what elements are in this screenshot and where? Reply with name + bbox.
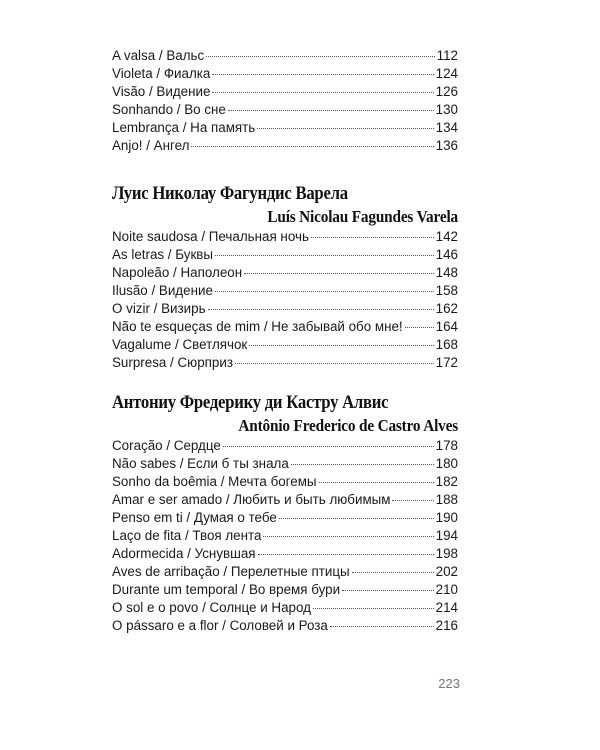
author-heading-pt: Antônio Frederico de Castro Alves: [238, 416, 458, 435]
toc-entry: Lembrança / На память 134: [112, 120, 458, 135]
author-heading-pt: Luís Nicolau Fagundes Varela: [267, 207, 458, 226]
toc-entry: Adormecida / Уснувшая 198: [112, 546, 458, 561]
toc-entry: Aves de arribação / Перелетные птицы 202: [112, 564, 458, 579]
page-number: 223: [438, 676, 460, 691]
toc-entry: Sonho da boêmia / Мечта богемы 182: [112, 474, 458, 489]
toc-entry: Amar e ser amado / Любить и быть любимым 188: [112, 492, 458, 507]
toc-entry: Napoleão / Наполеон 148: [112, 265, 458, 280]
toc-entry: A valsa / Вальс 112: [112, 48, 458, 63]
toc-entry: Vagalume / Светлячок 168: [112, 337, 458, 352]
toc-entry: As letras / Буквы 146: [112, 247, 458, 262]
toc-entry: Coração / Сердце 178: [112, 438, 458, 453]
toc-entry: Não sabes / Если б ты знала 180: [112, 456, 458, 471]
toc-section-varela: [112, 182, 458, 372]
toc-entry: O sol e o povo / Солнце и Народ 214: [112, 600, 458, 615]
toc-entry: Noite saudosa / Печальная ночь 142: [112, 229, 458, 244]
toc-entry: Violeta / Фиалка 124: [112, 66, 458, 81]
author-heading-ru: Антониу Фредерику ди Кастру Алвис: [112, 392, 389, 413]
toc-entry: Não te esqueças de mim / Не забывай обо мне! 164: [112, 319, 458, 334]
toc-section-castro-alves: [112, 391, 458, 635]
toc-section-continued: [112, 47, 458, 155]
toc-entry: O vizir / Визирь 162: [112, 301, 458, 316]
toc-entry: Anjo! / Ангел 136: [112, 138, 458, 153]
toc-entry: Durante um temporal / Во время бури 210: [112, 582, 458, 597]
toc-entry: Visão / Видение 126: [112, 84, 458, 99]
toc-entry: Ilusão / Видение 158: [112, 283, 458, 298]
toc-entry: Sonhando / Во сне 130: [112, 102, 458, 117]
toc-entry: Surpresa / Сюрприз 172: [112, 355, 458, 370]
author-heading-ru: Луис Николау Фагундис Варела: [112, 183, 348, 204]
toc-entry: Penso em ti / Думая о тебе 190: [112, 510, 458, 525]
toc-entry: Laço de fita / Твоя лента 194: [112, 528, 458, 543]
toc-entry: O pássaro e a flor / Соловей и Роза 216: [112, 618, 458, 633]
